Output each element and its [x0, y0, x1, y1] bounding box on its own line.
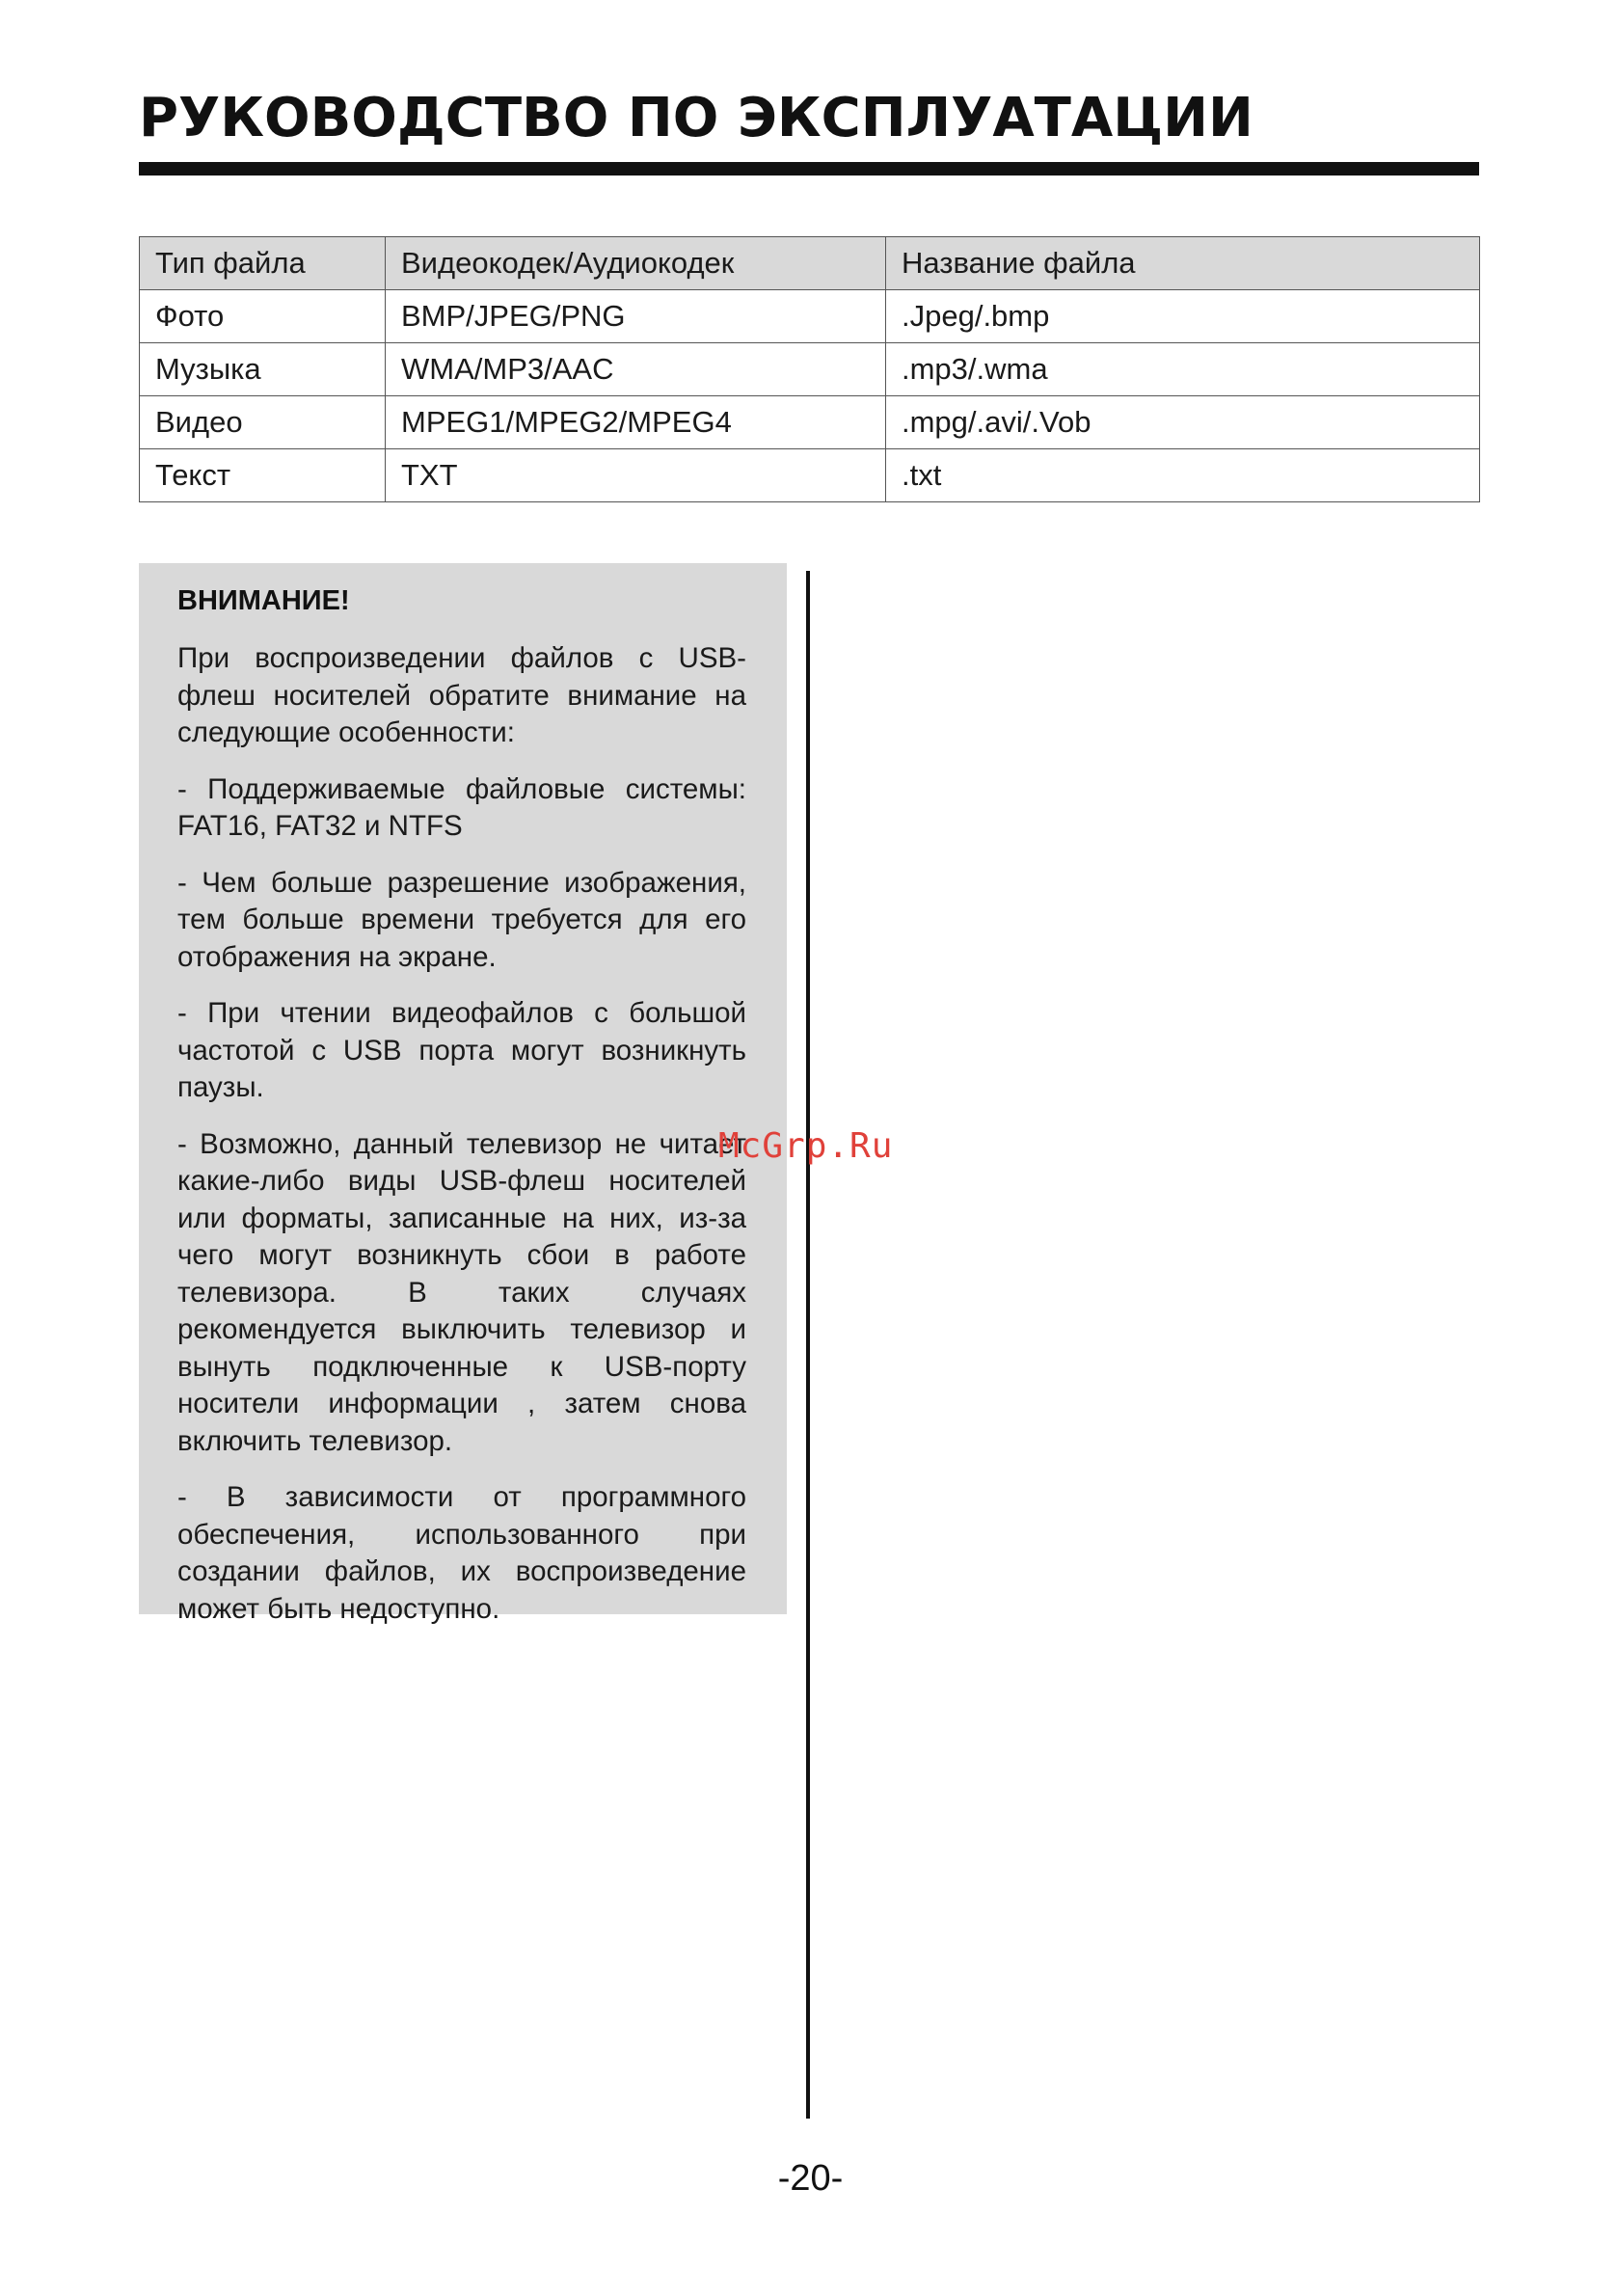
notice-paragraph: - Поддерживаемые файловые системы: FAT16, FAT32 и NTFS — [177, 772, 746, 842]
table-row — [140, 343, 1480, 396]
notice-paragraph: - В зависимости от программного обеспечения, использованного при создании файлов, их воспроизведение может быть недоступно. — [177, 1481, 746, 1625]
notice-paragraph: - Возможно, данный телевизор не читает какие-либо виды USB-флеш носителей или форматы, записанные на них, из-за чего могут возникнуть сбои в работе телевизора. В таких случаях рекомендуется выключить телевизор и вынуть подключенные к USB-порту носители информации , затем снова включить телевизор. — [177, 1127, 746, 1457]
table-cell: .mpg/.avi/.Vob — [886, 396, 1480, 449]
table-cell: TXT — [386, 449, 886, 502]
table-row — [140, 449, 1480, 502]
column-header-file-type: Тип файла — [140, 237, 386, 290]
column-header-file-name: Название файла — [886, 237, 1480, 290]
table-cell: Видео — [140, 396, 386, 449]
column-header-codec: Видеокодек/Аудиокодек — [386, 237, 886, 290]
page-title: РУКОВОДСТВО ПО ЭКСПЛУАТАЦИИ — [139, 87, 1253, 149]
watermark: McGrp.Ru — [718, 1126, 894, 1166]
table-cell: .txt — [886, 449, 1480, 502]
column-divider — [806, 571, 810, 2119]
notice-heading: ВНИМАНИЕ! — [177, 585, 350, 616]
notice-paragraph: - Чем больше разрешение изображения, тем больше времени требуется для его отображения на экране. — [177, 866, 746, 973]
table-header-row — [140, 237, 1480, 290]
table-cell: .Jpeg/.bmp — [886, 290, 1480, 343]
table-cell: Текст — [140, 449, 386, 502]
file-format-table — [139, 236, 1480, 502]
page-number-container — [0, 2158, 1617, 2200]
table-cell: Фото — [140, 290, 386, 343]
table-cell: Музыка — [140, 343, 386, 396]
notice-box — [139, 563, 787, 1625]
table-cell: .mp3/.wma — [886, 343, 1480, 396]
title-rule — [139, 162, 1479, 176]
page-number: -20- — [777, 2158, 844, 2199]
table-cell: BMP/JPEG/PNG — [386, 290, 886, 343]
table-row — [140, 396, 1480, 449]
notice-paragraph: - При чтении видеофайлов с большой частотой с USB порта могут возникнуть паузы. — [177, 997, 746, 1103]
table-cell: WMA/MP3/AAC — [386, 343, 886, 396]
table-cell: MPEG1/MPEG2/MPEG4 — [386, 396, 886, 449]
notice-paragraph: При воспроизведении файлов с USB-флеш носителей обратите внимание на следующие особенности: — [177, 642, 746, 748]
table-row — [140, 290, 1480, 343]
